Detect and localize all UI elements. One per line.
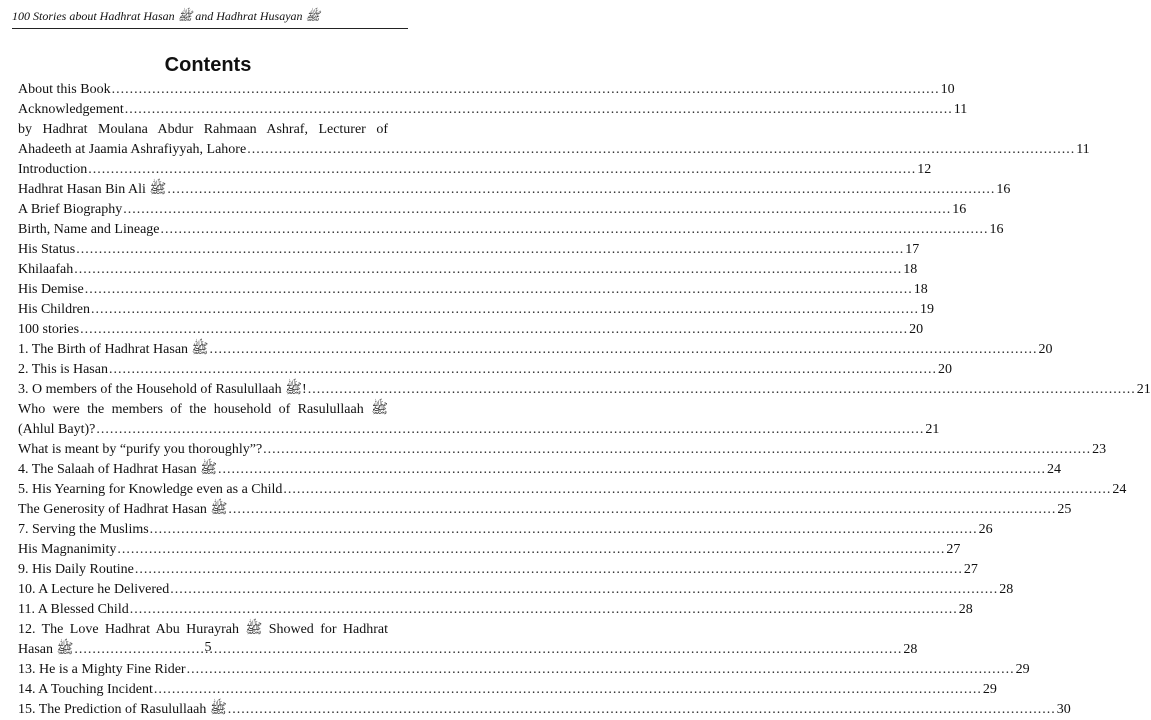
dot-leader — [76, 240, 904, 260]
dot-leader — [308, 380, 1136, 400]
running-header: 100 Stories about Hadhrat Hasan ﷺ and Hadhrat Husayan ﷺ — [12, 4, 408, 29]
toc-entry-page: 29 — [982, 682, 997, 697]
dot-leader — [154, 680, 982, 700]
toc-entry-page: 20 — [1038, 342, 1053, 357]
dot-leader — [161, 220, 989, 240]
toc-entry-page: 19 — [919, 302, 934, 317]
dot-leader — [80, 320, 908, 340]
toc-entry-title: by Hadhrat Moulana Abdur Rahmaan Ashraf, Lecturer of — [18, 122, 388, 137]
toc-entry — [18, 440, 1107, 460]
dot-leader — [209, 340, 1037, 360]
toc-entry-title: 9. His Daily Routine — [18, 562, 134, 577]
toc-entry-page: 20 — [937, 362, 952, 377]
toc-entry-page: 18 — [913, 282, 928, 297]
toc-entry — [18, 620, 388, 640]
toc-entry-page: 16 — [996, 182, 1011, 197]
toc-entry-title: 13. He is a Mighty Fine Rider — [18, 662, 186, 677]
dot-leader — [74, 260, 902, 280]
toc-entry-page: 27 — [946, 542, 961, 557]
dot-leader — [88, 160, 916, 180]
dot-leader — [167, 180, 995, 200]
toc-entry-page: 27 — [963, 562, 978, 577]
dot-leader — [85, 280, 913, 300]
dot-leader — [117, 540, 945, 560]
toc-entry-title: 12. The Love Hadhrat Abu Hurayrah ﷺ Showed for Hadhrat — [18, 622, 388, 637]
dot-leader — [228, 700, 1056, 720]
toc-entry-title: 2. This is Hasan — [18, 362, 108, 377]
dot-leader — [109, 360, 937, 380]
toc-entry — [18, 200, 967, 220]
toc-entry — [18, 660, 1030, 680]
toc-entry-page: 20 — [909, 322, 924, 337]
toc-entry — [18, 80, 955, 100]
toc-entry-page: 11 — [1076, 142, 1090, 157]
toc-entry-title: Khilaafah — [18, 262, 74, 277]
toc-entry-page: 23 — [1092, 442, 1107, 457]
dot-leader — [125, 100, 953, 120]
page-number: 5 — [204, 640, 212, 655]
toc-entry — [18, 700, 1071, 720]
toc-entry-title: 7. Serving the Muslims — [18, 522, 149, 537]
dot-leader — [228, 500, 1056, 520]
dot-leader — [123, 200, 951, 220]
toc-entry — [18, 480, 1127, 500]
toc-entry — [18, 560, 978, 580]
toc-entry — [18, 420, 940, 440]
dot-leader — [187, 660, 1015, 680]
toc-entry-title: Birth, Name and Lineage — [18, 222, 160, 237]
dot-leader — [135, 560, 963, 580]
toc-entry-title: His Magnanimity — [18, 542, 117, 557]
dot-leader — [91, 300, 919, 320]
toc-entry-title: About this Book — [18, 82, 111, 97]
dot-leader — [283, 480, 1111, 500]
dot-leader — [96, 420, 924, 440]
dot-leader — [112, 80, 940, 100]
toc-entry-title: Ahadeeth at Jaamia Ashrafiyyah, Lahore — [18, 142, 247, 157]
toc-entry-title: 5. His Yearning for Knowledge even as a Child — [18, 482, 283, 497]
toc-entry — [18, 360, 952, 380]
toc-entry-title: What is meant by “purify you thoroughly”? — [18, 442, 263, 457]
toc-entry-title: The Generosity of Hadhrat Hasan ﷺ — [18, 502, 228, 517]
toc-entry — [18, 160, 932, 180]
toc-entry-title: 15. The Prediction of Rasulullaah ﷺ — [18, 702, 227, 717]
toc-entry — [18, 240, 920, 260]
toc-entry — [18, 400, 388, 420]
toc-entry-title: 1. The Birth of Hadhrat Hasan ﷺ — [18, 342, 209, 357]
toc-entry-page: 18 — [903, 262, 918, 277]
toc-entry-title: Acknowledgement — [18, 102, 124, 117]
toc-entry-page: 12 — [917, 162, 932, 177]
toc-entry-page: 24 — [1112, 482, 1127, 497]
toc-entry-title: His Status — [18, 242, 76, 257]
toc-entry-page: 25 — [1057, 502, 1072, 517]
toc-entry-title: His Children — [18, 302, 90, 317]
toc-entry — [18, 220, 1004, 240]
toc-entry-title: Hasan ﷺ — [18, 642, 74, 657]
toc-entry — [18, 680, 997, 700]
toc-entry-page: 16 — [989, 222, 1004, 237]
toc-entry-title: 10. A Lecture he Delivered — [18, 582, 170, 597]
toc-entry — [18, 100, 968, 120]
toc-entry-page: 28 — [999, 582, 1014, 597]
toc-entry — [18, 260, 918, 280]
toc-entry-page: 26 — [978, 522, 993, 537]
toc-entry — [18, 600, 973, 620]
toc-entry-title: 100 stories — [18, 322, 80, 337]
toc-entry — [18, 580, 1014, 600]
toc-entry — [18, 500, 1072, 520]
toc-entry-page: 29 — [1015, 662, 1030, 677]
toc-entry — [18, 300, 934, 320]
toc-entry — [18, 380, 1151, 400]
dot-leader — [150, 520, 978, 540]
toc-entry — [18, 180, 1011, 200]
toc-entry — [18, 460, 1061, 480]
toc-entry-title: 14. A Touching Incident — [18, 682, 153, 697]
toc-entry-title: 3. O members of the Household of Rasulullaah ﷺ! — [18, 382, 307, 397]
toc-entry-page: 11 — [953, 102, 968, 117]
table-of-contents — [18, 80, 1151, 720]
toc-entry-page: 10 — [940, 82, 955, 97]
page-title: Contents — [164, 54, 252, 76]
toc-entry — [18, 520, 993, 540]
toc-entry-title: Introduction — [18, 162, 88, 177]
toc-entry-title: (Ahlul Bayt)? — [18, 422, 96, 437]
toc-entry — [18, 320, 924, 340]
toc-entry-title: 4. The Salaah of Hadhrat Hasan ﷺ — [18, 462, 217, 477]
dot-leader — [130, 600, 958, 620]
toc-entry — [18, 540, 961, 560]
dot-leader — [218, 460, 1046, 480]
toc-entry — [18, 340, 1053, 360]
toc-entry — [18, 120, 388, 140]
toc-entry — [18, 140, 1090, 160]
toc-entry — [18, 280, 928, 300]
toc-entry-page: 17 — [905, 242, 920, 257]
toc-entry-page: 30 — [1056, 702, 1071, 717]
toc-entry-page: 21 — [1136, 382, 1151, 397]
toc-entry-page: 21 — [925, 422, 940, 437]
dot-leader — [170, 580, 998, 600]
dot-leader — [247, 140, 1075, 160]
toc-entry-title: Who were the members of the household of Rasulullaah ﷺ — [18, 402, 388, 417]
toc-entry-page: 28 — [958, 602, 973, 617]
toc-entry-title: 11. A Blessed Child — [18, 602, 129, 617]
toc-entry-title: His Demise — [18, 282, 84, 297]
dot-leader — [263, 440, 1091, 460]
toc-entry-page: 24 — [1047, 462, 1061, 477]
toc-entry-page: 28 — [903, 642, 918, 657]
toc-entry-title: Hadhrat Hasan Bin Ali ﷺ — [18, 182, 167, 197]
toc-entry-page: 16 — [952, 202, 967, 217]
toc-entry-title: A Brief Biography — [18, 202, 123, 217]
